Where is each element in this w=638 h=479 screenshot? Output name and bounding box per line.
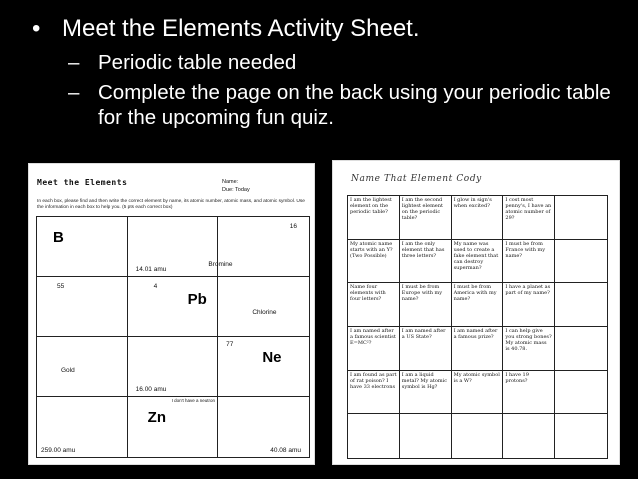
clue-cell: I am named after a famous scientist E=MC²?	[348, 327, 400, 371]
clue-cell	[555, 371, 607, 415]
atomic-number: 77	[226, 341, 234, 348]
clue-cell: Name four elements with four letters?	[348, 283, 400, 327]
bullet-glyph: •	[32, 15, 41, 42]
element-cell	[208, 217, 309, 277]
clue-cell: I must be from America with my name?	[452, 283, 504, 327]
clue-cell	[400, 414, 452, 458]
clue-cell: I must be from Europe with my name?	[400, 283, 452, 327]
element-name: Gold	[61, 367, 75, 374]
element-note: I don't have a neutron	[171, 398, 216, 403]
bullet-main	[28, 14, 628, 44]
element-cell	[37, 397, 128, 457]
clue-cell	[503, 414, 555, 458]
clue-cell: My name was used to create a fake element that can destroy superman?	[452, 240, 504, 284]
element-cell	[128, 277, 219, 337]
clue-cell	[555, 414, 607, 458]
clue-cell: I am the second lightest element on the periodic table?	[400, 196, 452, 240]
worksheet2-title: Name That Element Cody	[351, 174, 482, 184]
atomic-mass: 40.08 amu	[270, 447, 301, 454]
clue-cell: I cost most penny's, I have an atomic number of 29?	[503, 196, 555, 240]
dash-glyph: –	[68, 51, 80, 74]
element-cell	[128, 217, 219, 277]
atomic-number: 4	[153, 283, 158, 290]
worksheet1-title: Meet the Elements	[37, 178, 128, 187]
name-label: Name:	[222, 179, 239, 185]
clue-cell: I glow in sign's when excited?	[452, 196, 504, 240]
atomic-mass: 14.01 amu	[135, 266, 167, 273]
clue-cell: My atomic symbol is a W?	[452, 371, 504, 415]
clue-grid	[347, 195, 608, 459]
worksheet-meet-the-elements	[28, 163, 315, 465]
dash-glyph: –	[68, 81, 80, 104]
clue-cell	[555, 240, 607, 284]
clue-cell: I am the only element that has three letters?	[400, 240, 452, 284]
element-symbol: Pb	[187, 291, 207, 308]
slide-bullets	[28, 14, 628, 130]
sub-bullet-2	[28, 80, 628, 130]
clue-cell: I must be from France with my name?	[503, 240, 555, 284]
due-label: Due: Today	[222, 187, 250, 193]
clue-cell: I can help give you strong bones? My atomic mass is 40.78.	[503, 327, 555, 371]
element-cell	[37, 337, 128, 397]
clue-cell: I have a planet as part of my name?	[503, 283, 555, 327]
sub-bullet-1-text: Periodic table needed	[98, 51, 297, 74]
element-cell	[128, 337, 234, 397]
clue-cell	[555, 196, 607, 240]
atomic-number: 16	[289, 223, 297, 230]
element-cell	[218, 277, 309, 337]
element-cell	[128, 397, 219, 457]
bullet-main-text: Meet the Elements Activity Sheet.	[62, 15, 420, 42]
clue-cell: I am a liquid metal? My atomic symbol is Hg?	[400, 371, 452, 415]
sub-bullet-1	[28, 50, 628, 75]
worksheet1-instructions: In each box, please find and then write the correct element by name, its atomic number, atomic mass, and atomic symbol. Use the information in each box to help you. (5 pts each correct box)	[37, 199, 305, 211]
element-cell	[218, 397, 309, 457]
clue-cell	[348, 414, 400, 458]
clue-cell	[555, 283, 607, 327]
element-symbol: Ne	[262, 349, 282, 366]
sub-bullet-2-text: Complete the page on the back using your periodic table for the upcoming fun quiz.	[98, 81, 611, 129]
clue-cell: I am named after a famous prize?	[452, 327, 504, 371]
worksheet1-name-due	[222, 178, 250, 194]
element-cell	[218, 337, 309, 397]
element-symbol: B	[53, 229, 64, 246]
element-cell	[37, 277, 128, 337]
clue-cell: I am the lightest element on the periodic table?	[348, 196, 400, 240]
element-name: Bromine	[208, 261, 233, 268]
clue-cell: I am found as part of rat poison? I have 33 electrons	[348, 371, 400, 415]
clue-cell: I am named after a US State?	[400, 327, 452, 371]
atomic-mass: 259.00 amu	[41, 447, 76, 454]
element-name: Chlorine	[252, 309, 277, 316]
element-symbol: Zn	[147, 409, 166, 426]
atomic-number: 55	[57, 283, 65, 290]
clue-cell: I have 19 protons?	[503, 371, 555, 415]
clue-cell	[555, 327, 607, 371]
clue-cell	[452, 414, 504, 458]
element-grid	[36, 216, 310, 458]
worksheet-name-that-element	[332, 160, 620, 465]
atomic-mass: 16.00 amu	[135, 386, 167, 393]
element-cell	[37, 217, 128, 277]
clue-cell: My atomic name starts with an Y? (Two Possible)	[348, 240, 400, 284]
